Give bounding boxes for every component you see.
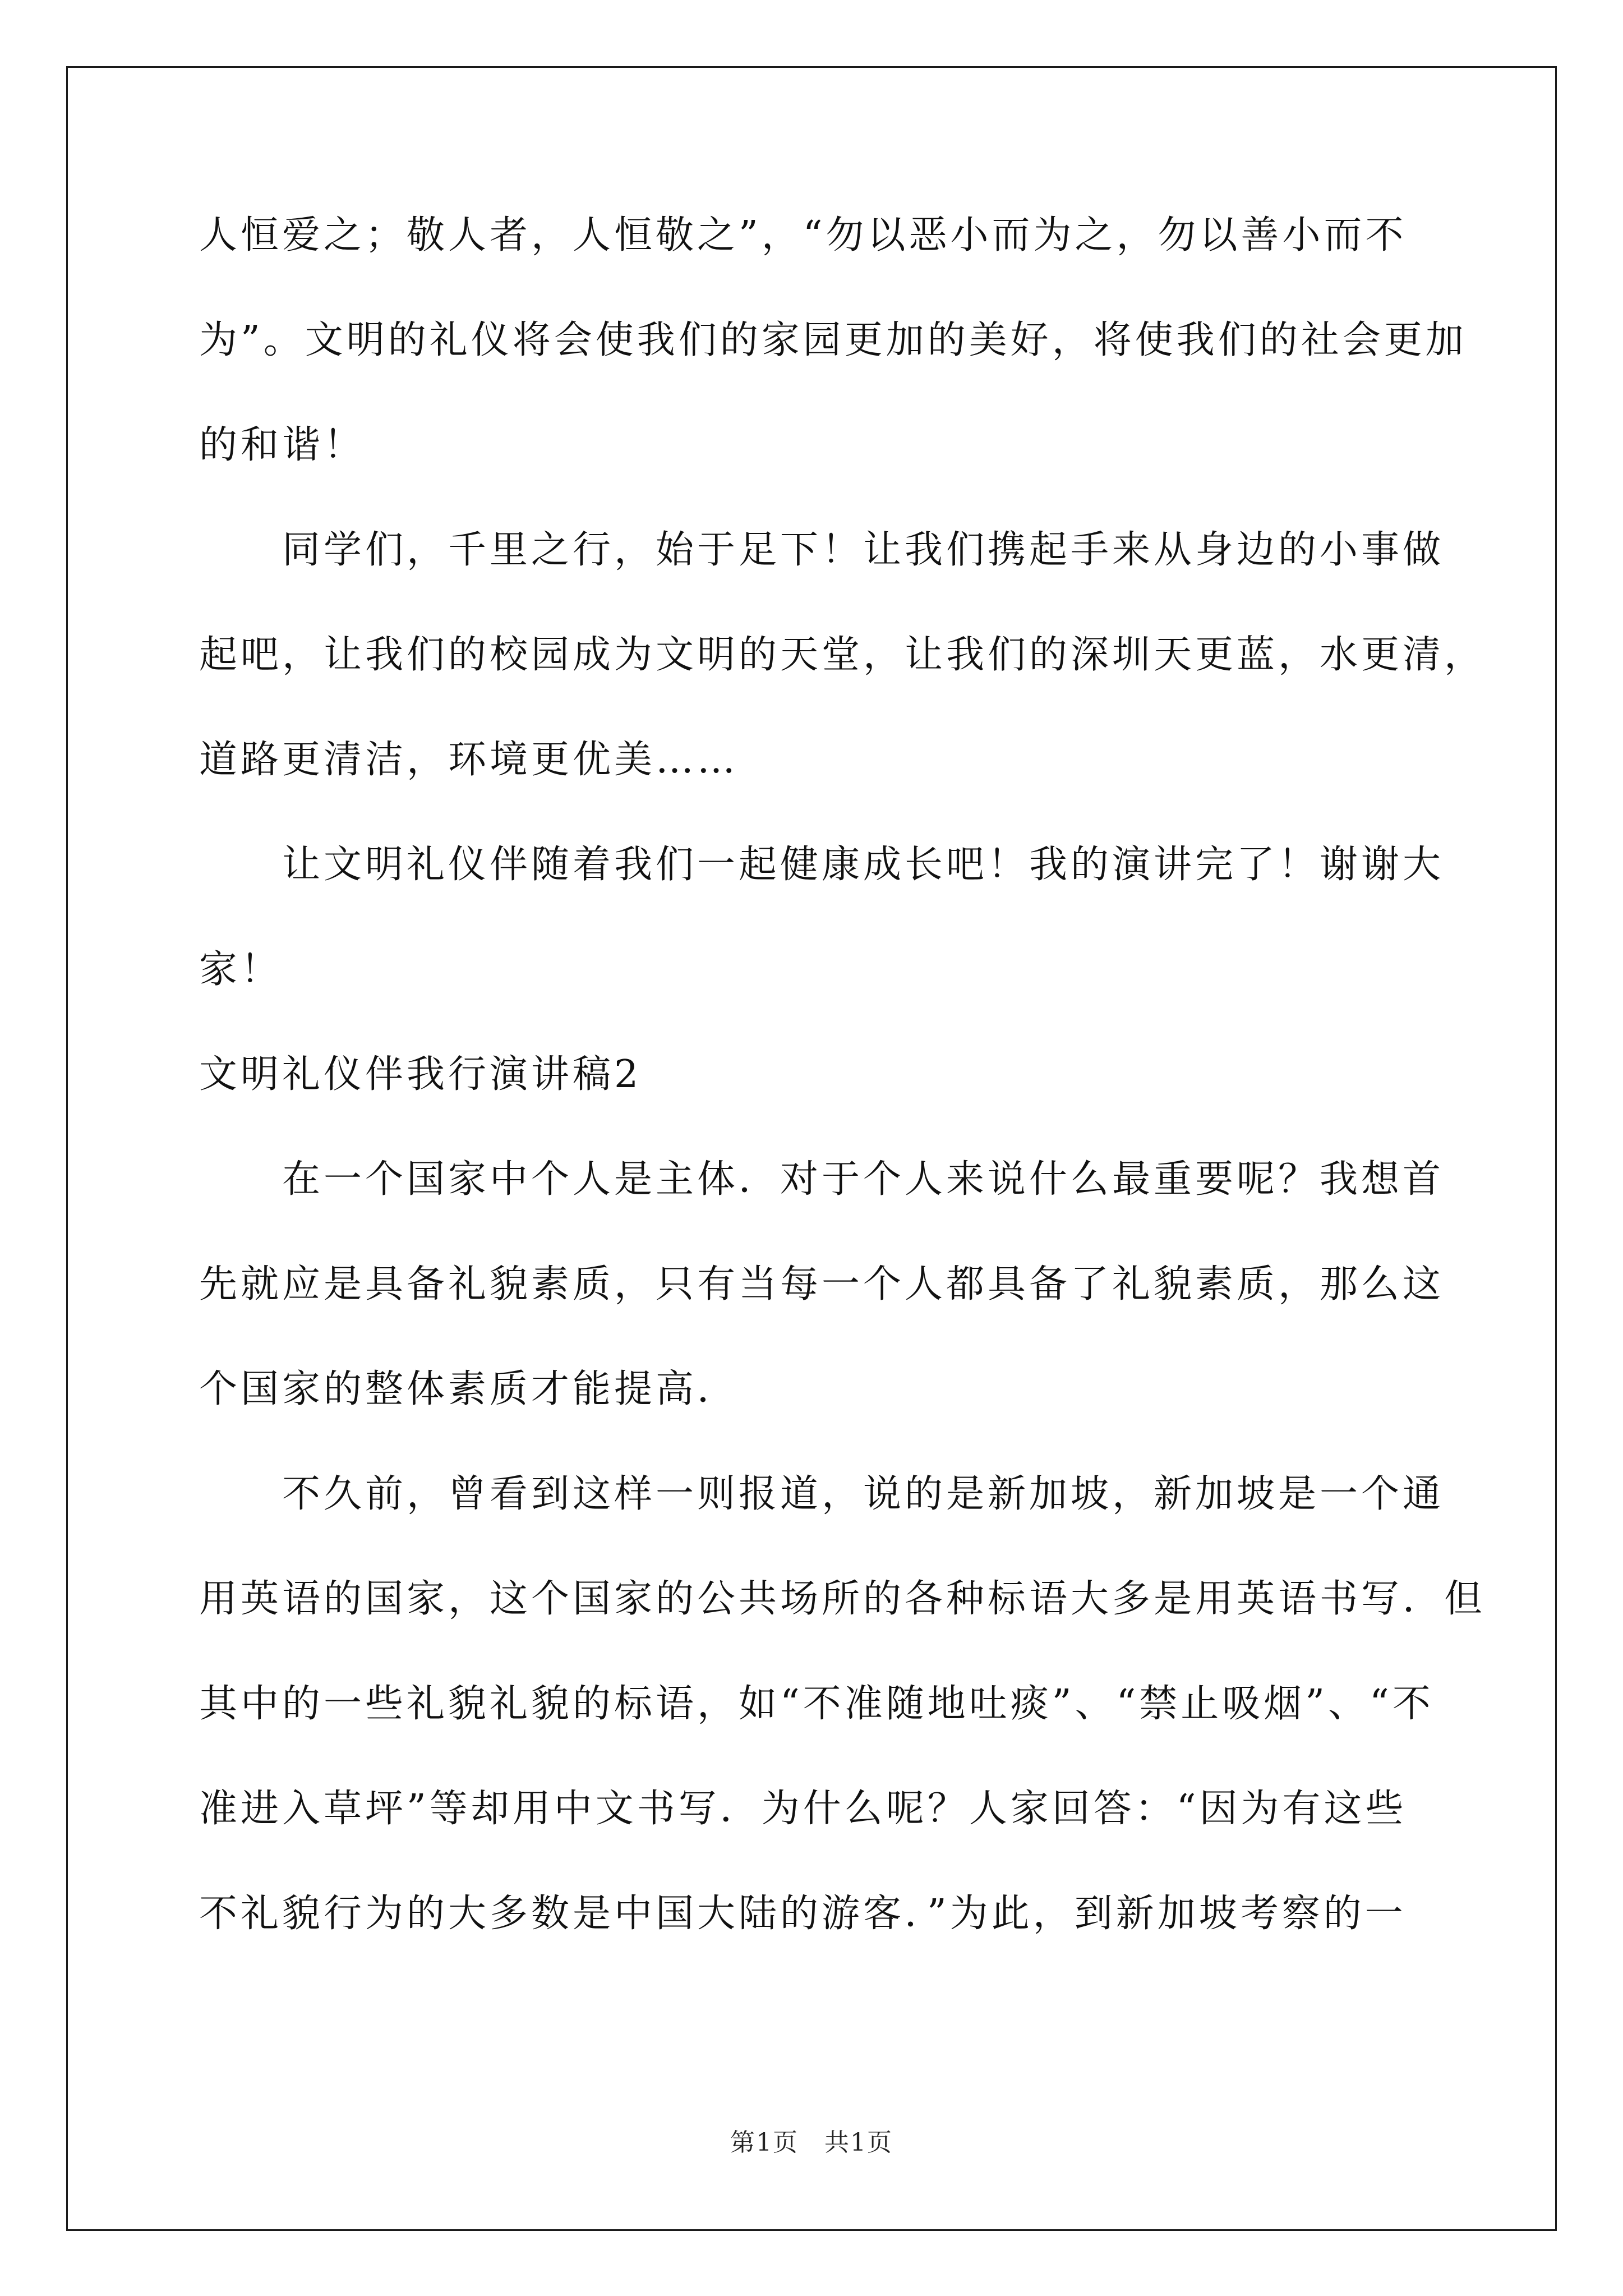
text-line: 不久前，曾看到这样一则报道，说的是新加坡，新加坡是一个通 — [199, 1472, 1445, 1516]
text-line: 让文明礼仪伴随着我们一起健康成长吧！我的演讲完了！谢谢大 — [199, 843, 1445, 887]
text-line: 为”。文明的礼仪将会使我们的家园更加的美好，将使我们的社会更加 — [199, 318, 1467, 362]
text-line: 在一个国家中个人是主体．对于个人来说什么最重要呢？我想首 — [199, 1157, 1445, 1202]
text-line: 不礼貌行为的大多数是中国大陆的游客．”为此，到新加坡考察的一 — [199, 1892, 1407, 1936]
text-line: 先就应是具备礼貌素质，只有当每一个人都具备了礼貌素质，那么这 — [199, 1262, 1445, 1306]
text-line: 准进入草坪”等却用中文书写．为什么呢？人家回答：“因为有这些 — [199, 1787, 1407, 1831]
text-line: 道路更清洁，环境更优美…… — [199, 738, 739, 782]
section-heading: 文明礼仪伴我行演讲稿2 — [199, 1052, 642, 1097]
text-line: 人恒爱之；敬人者，人恒敬之”，“勿以恶小而为之，勿以善小而不 — [199, 213, 1407, 257]
text-line: 同学们，千里之行，始于足下！让我们携起手来从身边的小事做 — [199, 528, 1445, 572]
text-line: 用英语的国家，这个国家的公共场所的各种标语大多是用英语书写．但 — [199, 1577, 1486, 1621]
text-line: 其中的一些礼貌礼貌的标语，如“不准随地吐痰”、“禁止吸烟”、“不 — [199, 1682, 1434, 1726]
text-line: 个国家的整体素质才能提高． — [199, 1367, 739, 1411]
text-line: 家！ — [199, 947, 283, 992]
text-line: 起吧，让我们的校园成为文明的天堂，让我们的深圳天更蓝，水更清， — [199, 633, 1486, 677]
text-line: 的和谐！ — [199, 423, 366, 467]
page-number-footer: 第1页 共1页 — [730, 2128, 893, 2157]
